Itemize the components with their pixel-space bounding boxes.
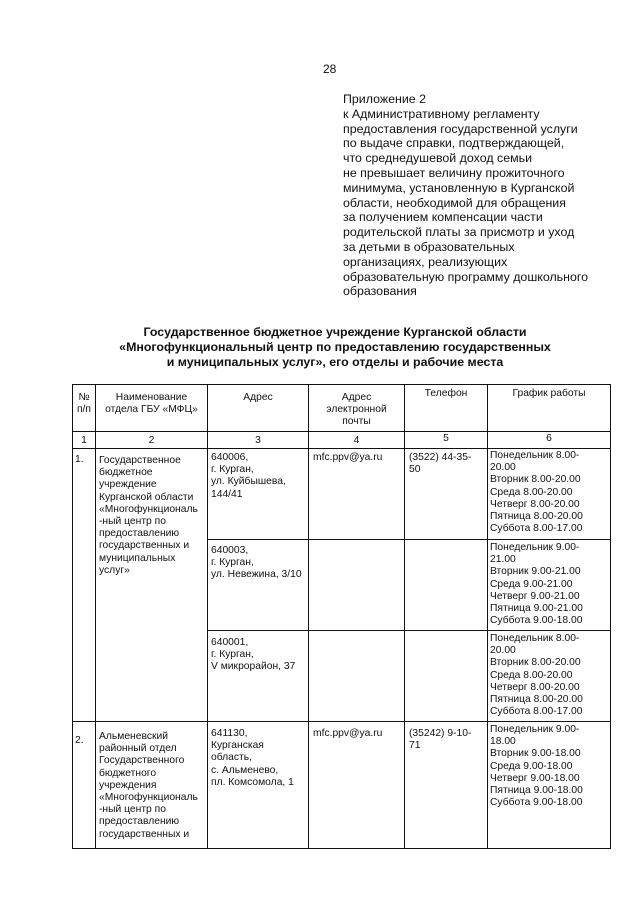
grid-line (72, 431, 611, 432)
header-text: График работы (512, 388, 586, 399)
address-line: 144/41 (211, 488, 243, 500)
schedule-line: Понедельник 8.00- (490, 450, 580, 461)
grid-line (72, 721, 611, 722)
row-number: 2. (75, 735, 84, 746)
grid-line (487, 384, 488, 848)
appendix-line: по выдаче справки, подтверждающей, (343, 136, 565, 151)
address-line: 640001, (211, 637, 249, 648)
schedule-line: Вторник 9.00-18.00 (490, 748, 581, 760)
appendix-line: за детьми в образовательных (343, 239, 515, 254)
column-number: 6 (546, 433, 552, 444)
office-name-line: бюджетного (99, 767, 157, 779)
appendix-line: организациях, реализующих (343, 254, 508, 269)
appendix-line: минимума, установленную в Курганской (343, 180, 575, 195)
address-line: с. Альменево, (211, 764, 279, 776)
address-line: г. Курган, (211, 464, 254, 476)
address-line: г. Курган, (211, 557, 254, 569)
header-text: электронной (326, 404, 387, 416)
address-line: 641130, (211, 728, 248, 739)
header-cell-address (208, 392, 308, 404)
address-line: 640006, (211, 452, 249, 463)
schedule-line: Суббота 9.00-18.00 (490, 615, 583, 627)
schedule (490, 450, 610, 535)
office-name-line: Альменевский (99, 731, 168, 742)
email: mfc.ppv@ya.ru (313, 728, 383, 739)
schedule-line: Среда 8.00-20.00 (490, 486, 573, 498)
office-name-line: «Многофункциональ (99, 503, 198, 515)
address-line: 640003, (211, 545, 249, 556)
header-text: Наименование (115, 392, 188, 403)
appendix-line: образовательную программу дошкольного (343, 269, 589, 284)
schedule (490, 633, 610, 718)
grid-line (72, 384, 73, 848)
office-name-line: учреждения (99, 779, 157, 791)
appendix-line: образования (343, 284, 417, 299)
schedule-line: Вторник 8.00-20.00 (490, 657, 581, 669)
grid-line (404, 384, 405, 848)
office-name-line: муниципальных (99, 552, 176, 564)
phone-line: 71 (409, 740, 421, 752)
email: mfc.ppv@ya.ru (313, 452, 383, 463)
schedule-line: Пятница 9.00-21.00 (490, 603, 583, 615)
office-name-line: предоставлению (99, 528, 180, 540)
address (211, 545, 308, 582)
office-name-line: учреждение (99, 479, 157, 491)
column-number: 1 (81, 435, 87, 446)
appendix-line: за получением компенсации части (343, 210, 543, 225)
header-text: Телефон (424, 388, 468, 399)
document-title (60, 325, 610, 370)
schedule-line: Понедельник 9.00- (490, 542, 580, 553)
appendix-line: предоставления государственной услуги (343, 121, 578, 136)
schedule-line: 18.00 (490, 736, 516, 748)
grid-line (308, 384, 309, 848)
grid-line (610, 384, 611, 848)
office-name-line: Государственное (99, 455, 181, 466)
appendix-line: что среднедушевой доход семьи (343, 151, 532, 166)
address (211, 452, 308, 501)
schedule-line: Четверг 9.00-21.00 (490, 590, 580, 602)
phone-line: 50 (409, 464, 421, 476)
grid-line (95, 384, 96, 848)
header-cell-name (96, 392, 207, 416)
office-name-line: государственных и (99, 540, 190, 552)
schedule-line: Среда 9.00-18.00 (490, 760, 573, 772)
address (211, 728, 308, 789)
header-text: п/п (76, 404, 91, 416)
schedule-line: 20.00 (490, 462, 516, 474)
header-cell-schedule (488, 388, 610, 400)
page-number: 28 (323, 62, 337, 76)
phone (409, 452, 487, 476)
header-text: почты (342, 416, 371, 428)
schedule-line: Понедельник 8.00- (490, 633, 580, 644)
column-number: 2 (148, 435, 155, 446)
schedule-line: Понедельник 9.00- (490, 724, 580, 735)
schedule-line: Суббота 8.00-17.00 (490, 706, 583, 718)
appendix-line: области, необходимой для обращения (343, 195, 566, 210)
address-line: V микрорайон, 37 (211, 661, 296, 673)
address-line: Курганская (211, 740, 264, 752)
header-text: № (78, 392, 90, 403)
office-name-line: районный отдел (99, 743, 177, 755)
phone-line: (3522) 44-35- (409, 452, 472, 463)
appendix-line: родительской платы за присмотр и уход (343, 225, 575, 240)
row-number: 1. (75, 454, 84, 465)
appendix-line: не превышает величину прожиточного (343, 165, 565, 180)
appendix-line: Приложение 2 (343, 92, 427, 106)
address-line: область, (211, 752, 252, 764)
office-name-line: -ный центр по (99, 516, 166, 528)
schedule (490, 542, 610, 627)
schedule-line: Пятница 8.00-20.00 (490, 694, 583, 706)
office-name-line: предоставлению (99, 816, 180, 828)
column-number: 5 (443, 433, 449, 444)
address-line: ул. Куйбышева, (211, 476, 286, 488)
schedule-line: Четверг 8.00-20.00 (490, 498, 580, 510)
address-line: ул. Невежина, 3/10 (211, 569, 302, 581)
header-text: Адрес (243, 392, 273, 403)
title-line: и муниципальных услуг», его отделы и рабочие места (166, 355, 504, 369)
grid-line (207, 384, 208, 848)
title-line: Государственное бюджетное учреждение Курганской области (143, 325, 527, 339)
grid-line (207, 630, 611, 631)
grid-line (72, 448, 611, 449)
appendix-line: к Административному регламенту (343, 106, 540, 121)
grid-line (207, 539, 611, 540)
schedule-line: Суббота 8.00-17.00 (490, 523, 583, 535)
schedule-line: Пятница 9.00-18.00 (490, 785, 583, 797)
schedule-line: 20.00 (490, 645, 516, 657)
schedule-line: Четверг 8.00-20.00 (490, 681, 580, 693)
grid-line (72, 848, 611, 849)
header-text: Адрес (341, 392, 372, 403)
schedule-line: Среда 8.00-20.00 (490, 669, 573, 681)
schedule-line: Вторник 8.00-20.00 (490, 474, 581, 486)
address-line: пл. Комсомола, 1 (211, 776, 294, 788)
office-name-line: «Многофункциональ (99, 792, 198, 804)
schedule-line: Среда 9.00-21.00 (490, 578, 573, 590)
office-name (99, 455, 206, 577)
schedule-line: 21.00 (490, 554, 516, 566)
title-line: «Многофункциональный центр по предоставлению государственных (119, 340, 551, 354)
phone (409, 728, 487, 752)
grid-line (72, 384, 611, 385)
address-line: г. Курган, (211, 649, 254, 661)
schedule-line: Четверг 9.00-18.00 (490, 772, 580, 784)
schedule-line: Суббота 9.00-18.00 (490, 797, 583, 809)
column-number: 4 (353, 435, 360, 446)
schedule-line: Пятница 8.00-20.00 (490, 511, 583, 523)
office-name (99, 731, 206, 841)
header-cell-email (309, 392, 404, 429)
address (211, 637, 308, 674)
office-name-line: государственных и (99, 828, 190, 840)
office-name-line: Государственного (99, 755, 185, 767)
appendix-caption (343, 92, 628, 299)
office-name-line: -ный центр по (99, 804, 166, 816)
office-name-line: бюджетное (99, 467, 153, 479)
schedule-line: Вторник 9.00-21.00 (490, 566, 581, 578)
header-cell-number (73, 392, 95, 416)
schedule (490, 724, 610, 809)
column-number: 3 (255, 435, 261, 446)
office-name-line: Курганской области (99, 491, 194, 503)
office-name-line: услуг» (99, 564, 130, 576)
header-cell-phone (405, 388, 487, 400)
phone-line: (35242) 9-10- (409, 728, 472, 739)
header-text: отдела ГБУ «МФЦ» (105, 404, 198, 416)
